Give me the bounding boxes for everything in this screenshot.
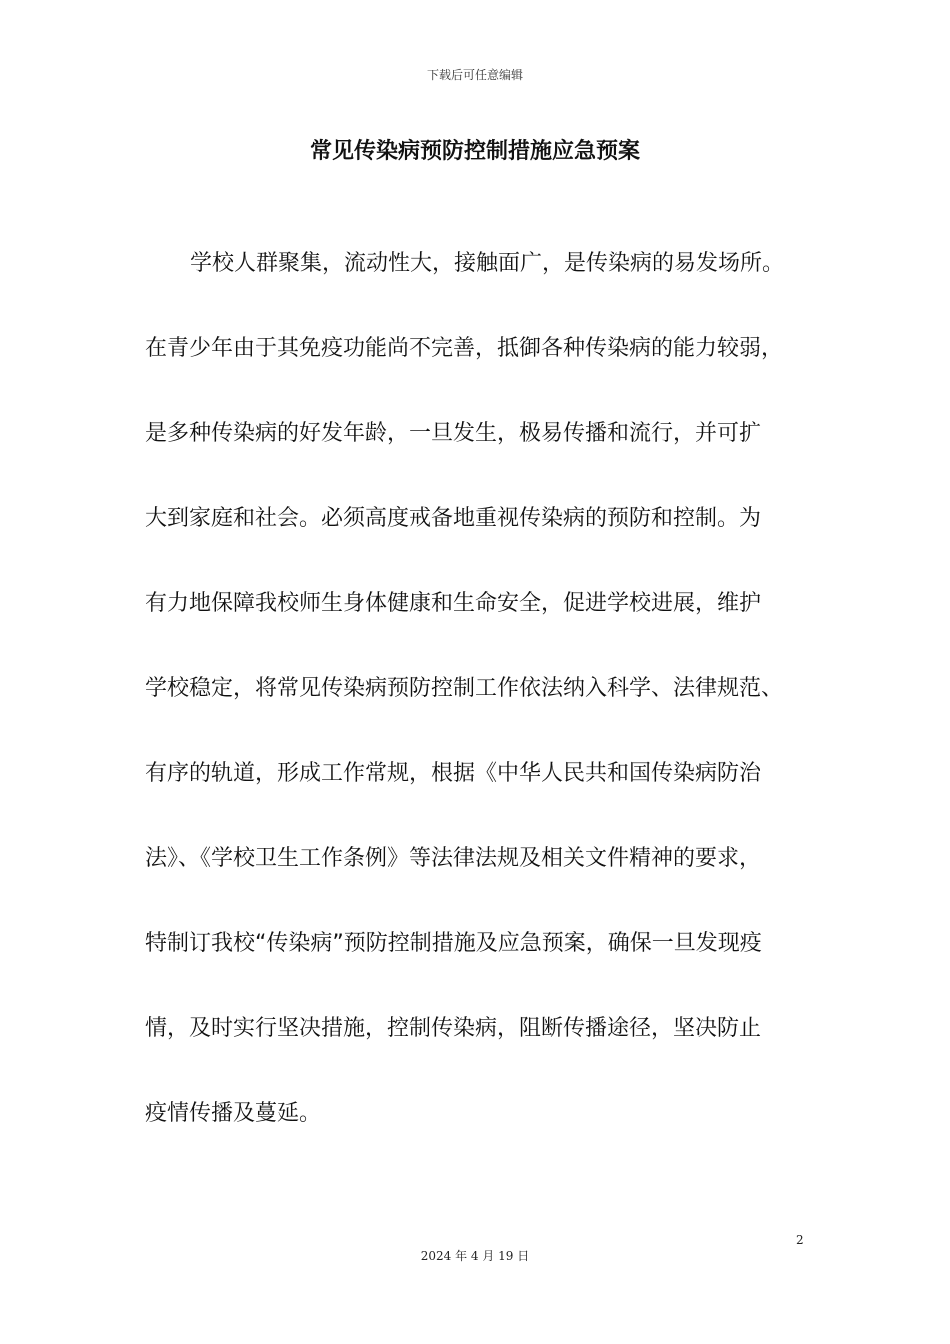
page-number: 2 [796, 1233, 804, 1247]
paragraph-line: 是多种传染病的好发年龄，一旦发生，极易传播和流行，并可扩 [145, 421, 762, 446]
page-header: 下载后可任意编辑 [426, 68, 523, 82]
paragraph-line: 大到家庭和社会。必须高度戒备地重视传染病的预防和控制。为 [145, 506, 762, 531]
paragraph-line: 学校人群聚集，流动性大，接触面广，是传染病的易发场所。 [190, 251, 785, 276]
paragraph-line: 学校稳定，将常见传染病预防控制工作依法纳入科学、法律规范、 [145, 676, 784, 701]
paragraph-line: 情，及时实行坚决措施，控制传染病，阻断传播途径，坚决防止 [145, 1016, 762, 1041]
paragraph-line: 有序的轨道，形成工作常规，根据《中华人民共和国传染病防治 [145, 761, 762, 786]
paragraph-line: 有力地保障我校师生身体健康和生命安全，促进学校进展，维护 [145, 591, 762, 616]
page-footer-date: 2024 年 4 月 19 日 [420, 1249, 530, 1263]
paragraph-line: 疫情传播及蔓延。 [145, 1101, 322, 1126]
paragraph-line: 法》、《学校卫生工作条例》等法律法规及相关文件精神的要求， [145, 846, 762, 871]
document-title: 常见传染病预防控制措施应急预案 [309, 139, 640, 164]
paragraph-line: 在青少年由于其免疫功能尚不完善，抵御各种传染病的能力较弱， [145, 336, 784, 361]
paragraph-line: 特制订我校“传染病”预防控制措施及应急预案，确保一旦发现疫 [145, 931, 762, 956]
